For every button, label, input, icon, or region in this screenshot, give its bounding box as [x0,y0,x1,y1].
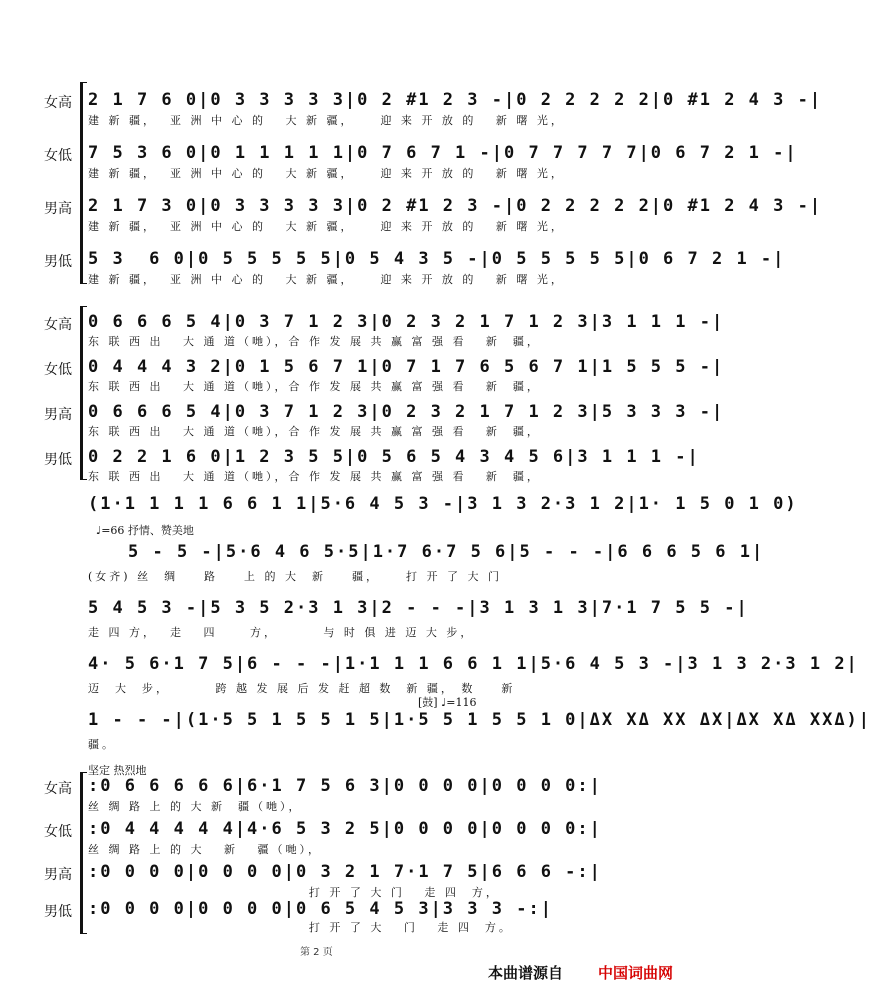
notes-line: 5 3 6 0|0 5 5 5 5 5|0 5 4 3 5 -|0 5 5 5 5 5|0 6 7 2 1 -| [88,249,786,269]
interlude-notes: (1·1 1 1 1 6 6 1 1|5·6 4 5 3 -|3 1 3 2·3 1 2|1· 1 5 0 1 0) [88,494,798,514]
notes-line: 7 5 3 6 0|0 1 1 1 1 1|0 7 6 7 1 -|0 7 7 7 7 7|0 6 7 2 1 -| [88,143,798,163]
staff-row [0,135,798,191]
notes-line: :0 4 4 4 4 4|4·6 5 3 2 5|0 0 0 0|0 0 0 0:| [88,819,602,839]
staff-row [0,441,700,497]
notes-line: :0 6 6 6 6 6|6·1 7 5 6 3|0 0 0 0|0 0 0 0:| [88,776,602,796]
voice-label: 男高 [44,201,72,217]
notes-line: 5 4 5 3 -|5 3 5 2·3 1 3|2 - - -|3 1 3 1 3|7·1 7 5 5 -| [88,598,749,618]
tempo-marking: 坚定 热烈地 [88,764,147,777]
voice-label: 女低 [44,362,72,378]
lyrics-line: (女齐) 丝 绸 路 上 的 大 新 疆， 打 开 了 大 门 [88,570,502,583]
source-site-link[interactable]: 中国词曲网 [598,964,674,982]
voice-label: 女低 [44,148,72,164]
page-number: 第 2 页 [300,947,333,958]
voice-label: 男低 [44,452,72,468]
staff-row [0,897,700,953]
tempo-marking: ♩=66 抒情、赞美地 [96,524,194,537]
source-credit: 本曲谱源自 [488,964,564,982]
voice-label: 女低 [44,824,72,840]
lyrics-line: 疆。 [88,738,116,751]
staff-row [0,188,823,244]
lyrics-line: 东 联 西 出 大 通 道（哋），合 作 发 展 共 赢 富 强 看 新 疆， [88,470,541,483]
staff-row [0,82,823,138]
lyrics-line: 建 新 疆， 亚 洲 中 心 的 大 新 疆， 迎 来 开 放 的 新 曙 光， [88,167,565,180]
unison-section [88,494,871,754]
notes-line: 0 4 4 4 3 2|0 1 5 6 7 1|0 7 1 7 6 5 6 7 1|1 5 5 5 -| [88,357,725,377]
lyrics-line: 丝 绸 路 上 的 大 新 疆（哋）， [88,843,322,856]
lyrics-line: 建 新 疆， 亚 洲 中 心 的 大 新 疆， 迎 来 开 放 的 新 曙 光， [88,220,565,233]
lyrics-line: 迈 大 步， 跨 越 发 展 后 发 赶 超 数 新 疆， 数 新 [88,682,516,695]
notes-line: :0 0 0 0|0 0 0 0|0 6 5 4 5 3|3 3 3 -:| [88,899,553,919]
system-3 [0,762,700,937]
system-2 [0,306,725,486]
tempo-marking: [鼓] ♩=116 [418,696,477,709]
voice-label: 男低 [44,904,72,920]
voice-label: 女高 [44,95,72,111]
lyrics-line: 打 开 了 大 门 走 四 方。 [88,921,513,934]
voice-label: 男低 [44,254,72,270]
lyrics-line: 东 联 西 出 大 通 道（哋），合 作 发 展 共 赢 富 强 看 新 疆， [88,425,541,438]
notes-line: 0 6 6 6 5 4|0 3 7 1 2 3|0 2 3 2 1 7 1 2 3|3 1 1 1 -| [88,312,725,332]
lyrics-line: 东 联 西 出 大 通 道（哋），合 作 发 展 共 赢 富 强 看 新 疆， [88,380,541,393]
notes-line: 0 2 2 1 6 0|1 2 3 5 5|0 5 6 5 4 3 4 5 6|3 1 1 1 -| [88,447,700,467]
voice-label: 女高 [44,317,72,333]
lyrics-line: 东 联 西 出 大 通 道（哋），合 作 发 展 共 赢 富 强 看 新 疆， [88,335,541,348]
lyrics-line: 丝 绸 路 上 的 大 新 疆（哋）， [88,800,303,813]
lyrics-line: 打 开 了 大 门 走 四 方， [88,886,500,899]
notes-line: 5 - 5 -|5·6 4 6 5·5|1·7 6·7 5 6|5 - - -|6 6 6 5 6 1| [128,542,765,562]
lyrics-line: 建 新 疆， 亚 洲 中 心 的 大 新 疆， 迎 来 开 放 的 新 曙 光， [88,273,565,286]
notes-line: 1 - - -|(1·5 5 1 5 5 1 5|1·5 5 1 5 5 1 0|ΔX XΔ XX ΔX|ΔX XΔ XXΔ)| [88,710,871,730]
voice-label: 男高 [44,867,72,883]
lyrics-line: 走 四 方， 走 四 方， 与 时 俱 进 迈 大 步， [88,626,475,639]
staff-row [0,241,786,297]
notes-line: 0 6 6 6 5 4|0 3 7 1 2 3|0 2 3 2 1 7 1 2 3|5 3 3 3 -| [88,402,725,422]
voice-label: 女高 [44,781,72,797]
notes-line: 2 1 7 3 0|0 3 3 3 3 3|0 2 #1 2 3 -|0 2 2 2 2 2|0 #1 2 4 3 -| [88,196,823,216]
notes-line: 2 1 7 6 0|0 3 3 3 3 3|0 2 #1 2 3 -|0 2 2 2 2 2|0 #1 2 4 3 -| [88,90,823,110]
notes-line: :0 0 0 0|0 0 0 0|0 3 2 1 7·1 7 5|6 6 6 -:| [88,862,602,882]
voice-label: 男高 [44,407,72,423]
notes-line: 4· 5 6·1 7 5|6 - - -|1·1 1 1 6 6 1 1|5·6 4 5 3 -|3 1 3 2·3 1 2| [88,654,859,674]
lyrics-line: 建 新 疆， 亚 洲 中 心 的 大 新 疆， 迎 来 开 放 的 新 曙 光， [88,114,565,127]
system-1 [0,82,823,292]
